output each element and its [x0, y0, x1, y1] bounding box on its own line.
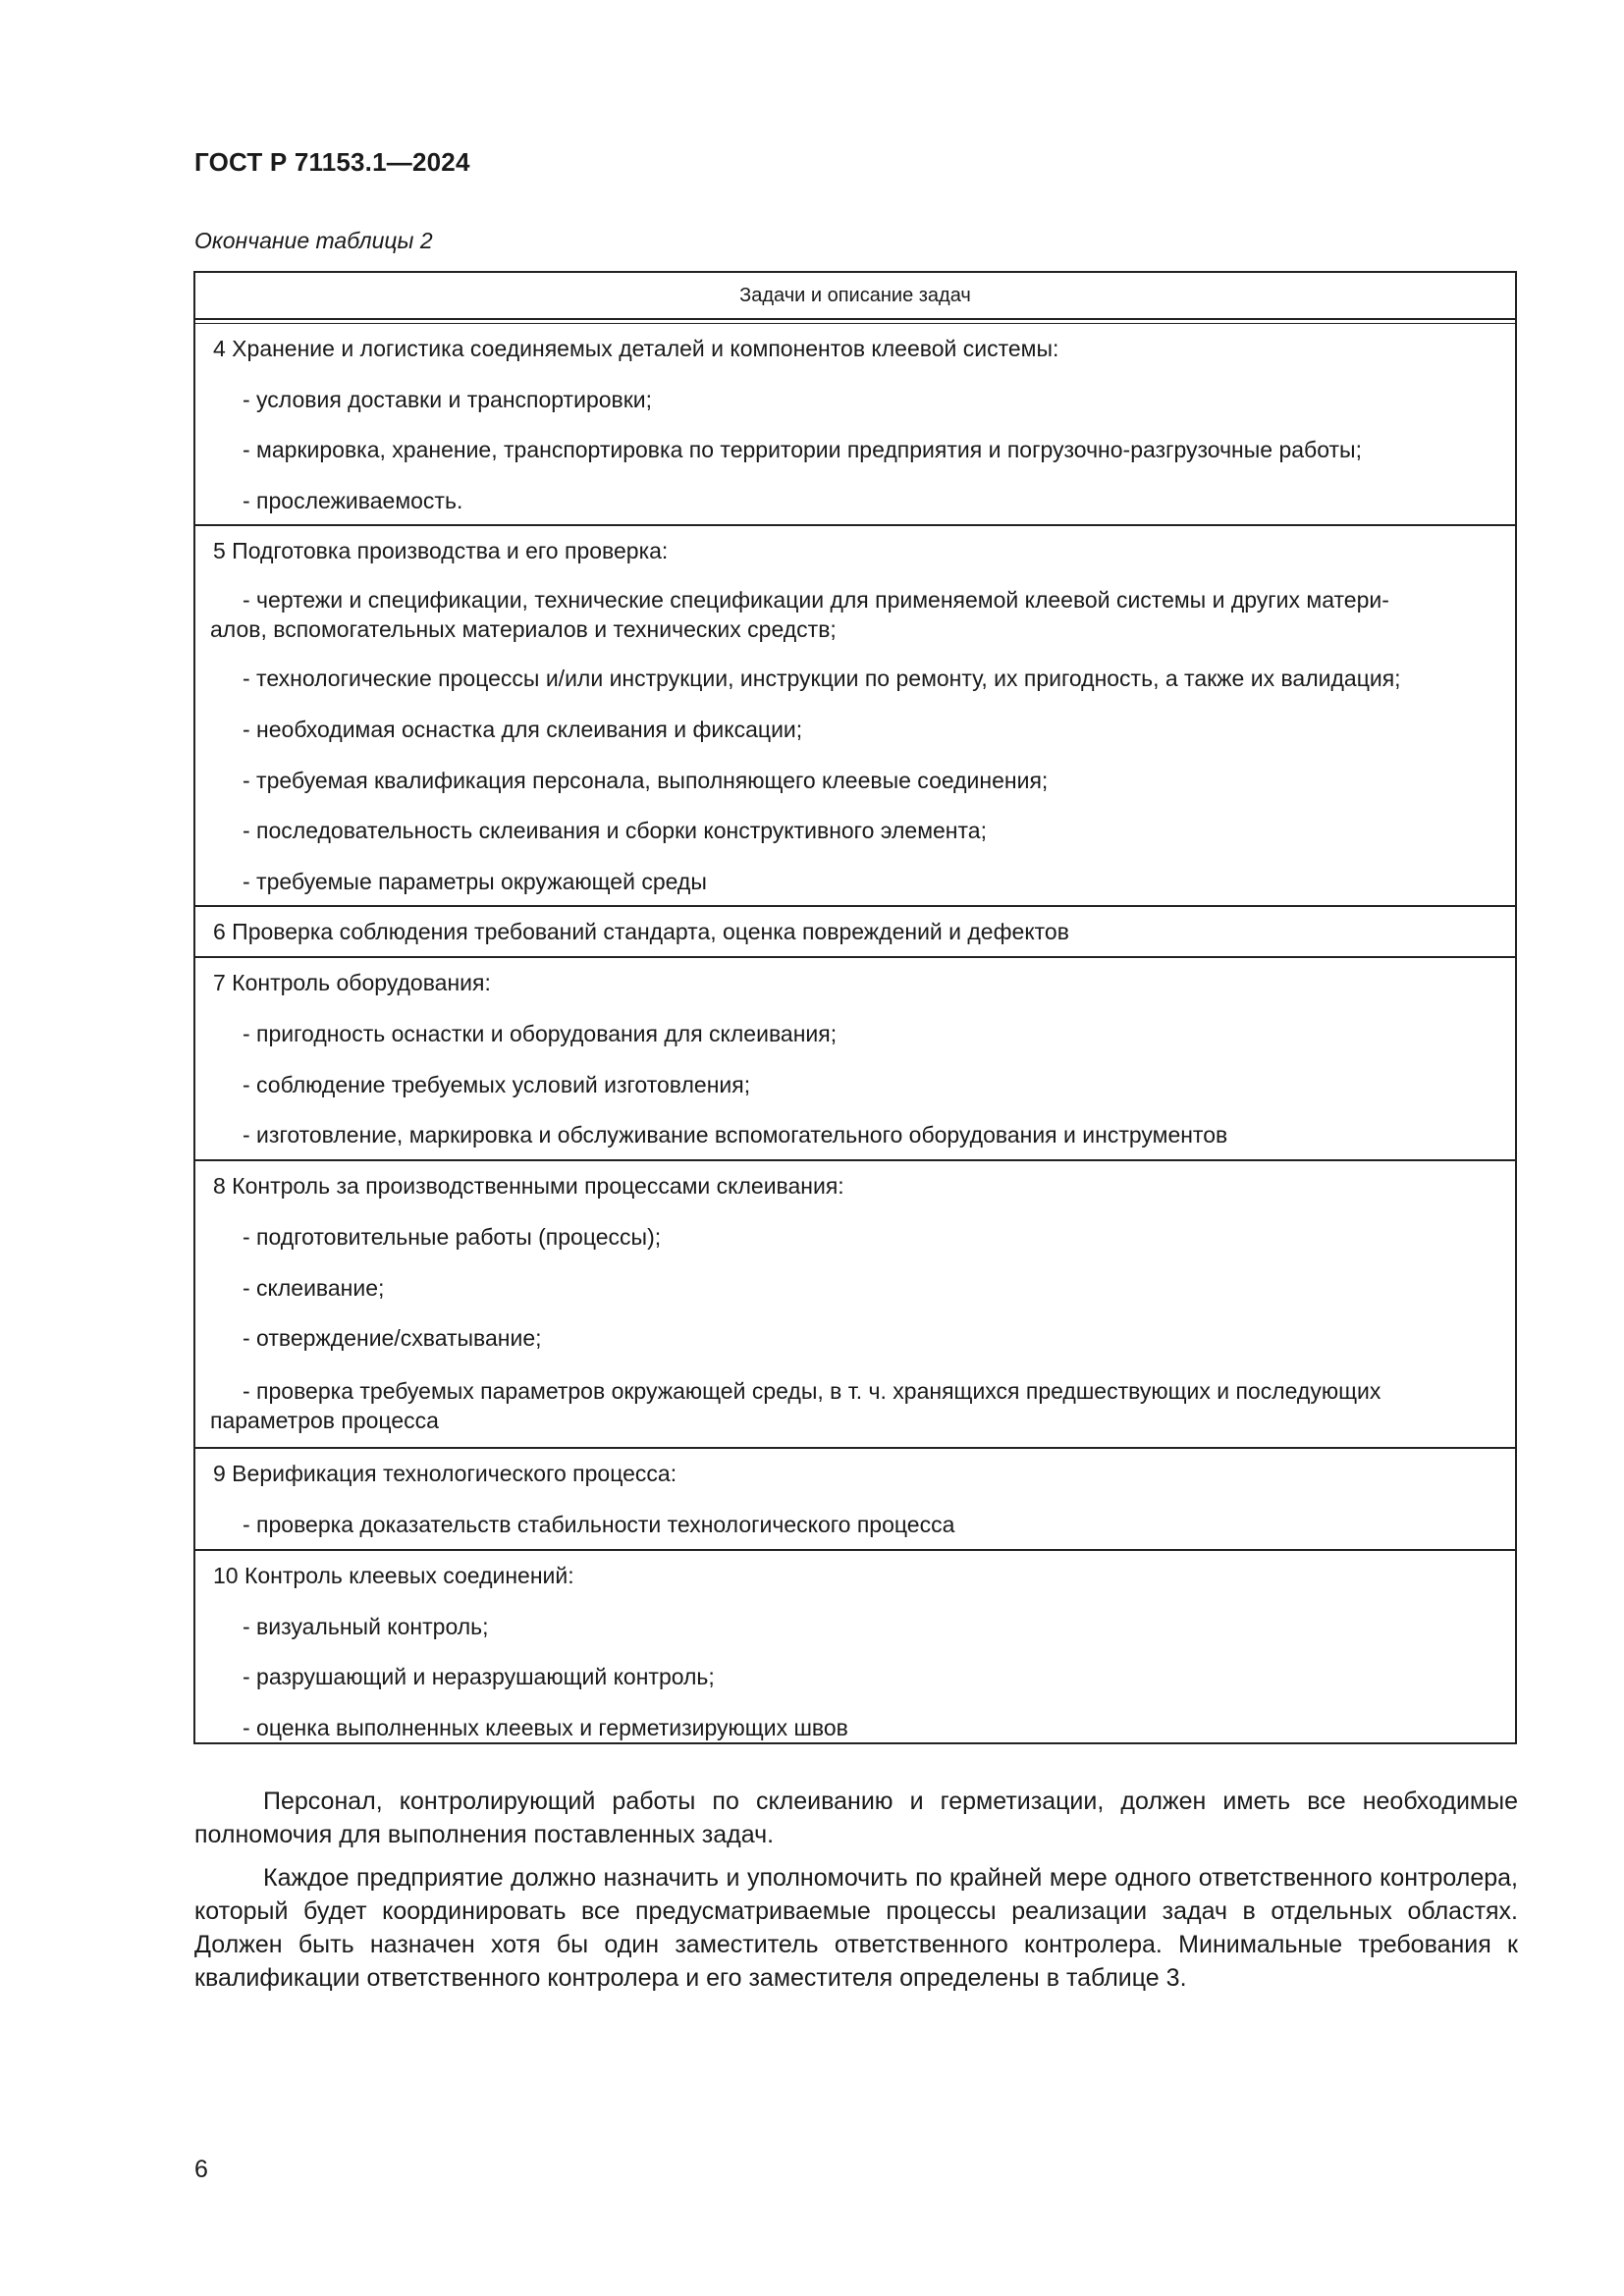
list-item: - технологические процессы и/или инструкции, инструкции по ремонту, их пригодность, а также их валидация; — [243, 666, 1401, 691]
list-item: - визуальный контроль; — [243, 1614, 489, 1639]
section-7-title: 7 Контроль оборудования: — [213, 970, 491, 995]
section-divider — [195, 905, 1515, 907]
section-5-title: 5 Подготовка производства и его проверка: — [213, 538, 669, 563]
list-item: - условия доставки и транспортировки; — [243, 387, 653, 412]
paragraph-text: Каждое предприятие должно назначить и уполномочить по крайней мере одного ответственного контролера, который будет координировать все предусматриваемые процессы реализации задач в отдельных областях. Должен быть назначен хотя бы один заместитель ответственного контролера. Минимальные требования к квалификации ответственного контролера и его заместителя определены в таблице 3. — [194, 1864, 1518, 1992]
list-item-line: - чертежи и спецификации, технические спецификации для применяемой клеевой системы и других матери- — [243, 587, 1389, 613]
list-item: - разрушающий и неразрушающий контроль; — [243, 1664, 715, 1689]
list-item: - оценка выполненных клеевых и герметизирующих швов — [243, 1715, 848, 1740]
list-item-line: параметров процесса — [210, 1408, 439, 1433]
section-divider — [195, 1159, 1515, 1161]
list-item: - проверка доказательств стабильности технологического процесса — [243, 1512, 955, 1537]
section-divider — [195, 1549, 1515, 1551]
list-item: - необходимая оснастка для склеивания и фиксации; — [243, 717, 803, 742]
list-item: - маркировка, хранение, транспортировка по территории предприятия и погрузочно-разгрузочные работы; — [243, 437, 1362, 462]
page-number: 6 — [194, 2156, 208, 2183]
table-caption: Окончание таблицы 2 — [194, 228, 433, 253]
list-item — [210, 585, 1501, 644]
list-item: - склеивание; — [243, 1275, 385, 1301]
list-item: - требуемые параметры окружающей среды — [243, 869, 707, 894]
body-paragraph — [194, 1785, 1518, 1851]
section-divider — [195, 524, 1515, 526]
list-item: - изготовление, маркировка и обслуживание вспомогательного оборудования и инструментов — [243, 1122, 1228, 1148]
section-9-title: 9 Верификация технологического процесса: — [213, 1461, 677, 1486]
list-item: - отверждение/схватывание; — [243, 1325, 542, 1351]
list-item: - требуемая квалификация персонала, выполняющего клеевые соединения; — [243, 768, 1049, 793]
table-column-header: Задачи и описание задач — [195, 273, 1515, 320]
section-6-title: 6 Проверка соблюдения требований стандарта, оценка повреждений и дефектов — [213, 919, 1069, 944]
list-item-line: алов, вспомогательных материалов и технических средств; — [210, 616, 837, 642]
section-10-title: 10 Контроль клеевых соединений: — [213, 1563, 574, 1588]
section-8-title: 8 Контроль за производственными процессами склеивания: — [213, 1173, 844, 1199]
section-divider — [195, 956, 1515, 958]
list-item: - прослеживаемость. — [243, 488, 463, 513]
list-item-line: - проверка требуемых параметров окружающей среды, в т. ч. хранящихся предшествующих и последующих — [243, 1378, 1381, 1404]
list-item: - последовательность склеивания и сборки конструктивного элемента; — [243, 818, 987, 843]
list-item — [210, 1376, 1501, 1435]
list-item: - пригодность оснастки и оборудования для склеивания; — [243, 1021, 838, 1046]
list-item: - подготовительные работы (процессы); — [243, 1224, 662, 1250]
paragraph-text: Персонал, контролирующий работы по склеиванию и герметизации, должен иметь все необходимые полномочия для выполнения поставленных задач. — [194, 1788, 1518, 1848]
section-4-title: 4 Хранение и логистика соединяемых деталей и компонентов клеевой системы: — [213, 336, 1059, 361]
section-divider — [195, 1447, 1515, 1449]
body-paragraph — [194, 1861, 1518, 1995]
tasks-table — [193, 271, 1517, 1744]
list-item: - соблюдение требуемых условий изготовления; — [243, 1072, 751, 1097]
document-id: ГОСТ Р 71153.1—2024 — [194, 147, 470, 177]
